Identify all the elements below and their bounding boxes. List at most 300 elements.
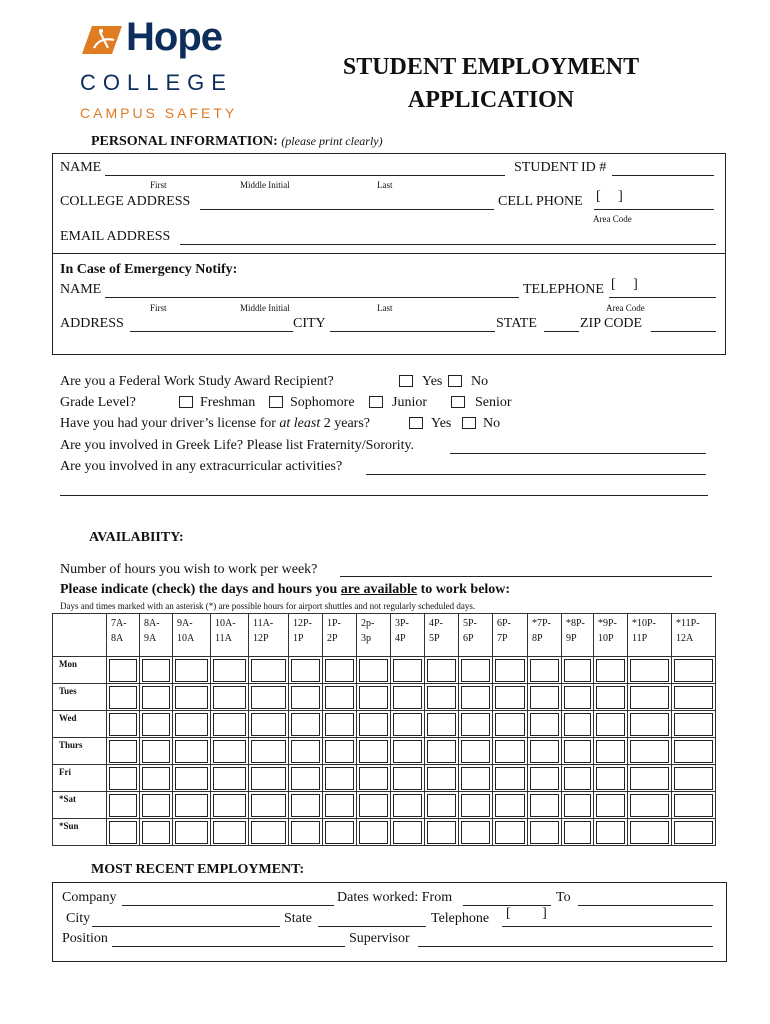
availability-checkbox[interactable]: [564, 713, 591, 736]
availability-checkbox[interactable]: [325, 821, 354, 844]
availability-cell[interactable]: [493, 738, 528, 765]
supervisor-field[interactable]: [418, 946, 713, 947]
availability-checkbox[interactable]: [427, 821, 456, 844]
availability-cell[interactable]: [459, 657, 493, 684]
day-label: Tues: [53, 684, 107, 711]
freshman-checkbox[interactable]: [179, 396, 193, 408]
availability-checkbox[interactable]: [596, 767, 625, 790]
availability-checkbox[interactable]: [495, 794, 525, 817]
availability-checkbox[interactable]: [427, 659, 456, 682]
availability-checkbox[interactable]: [251, 767, 286, 790]
availability-cell[interactable]: [391, 684, 425, 711]
availability-cell[interactable]: [493, 819, 528, 846]
availability-cell[interactable]: [672, 738, 716, 765]
availability-checkbox[interactable]: [630, 713, 669, 736]
availability-cell[interactable]: [391, 765, 425, 792]
availability-checkbox[interactable]: [213, 794, 246, 817]
availability-checkbox[interactable]: [564, 659, 591, 682]
availability-cell[interactable]: [391, 819, 425, 846]
fws-no-label: No: [471, 374, 489, 389]
availability-cell[interactable]: [289, 765, 323, 792]
license-yes-checkbox[interactable]: [409, 417, 423, 429]
availability-cell[interactable]: [323, 657, 357, 684]
day-label: *Sat: [53, 792, 107, 819]
anchor-icon: [80, 22, 124, 56]
availability-checkbox[interactable]: [393, 740, 422, 763]
availability-checkbox[interactable]: [596, 794, 625, 817]
availability-cell[interactable]: [425, 792, 459, 819]
availability-cell[interactable]: [140, 738, 173, 765]
availability-checkbox[interactable]: [359, 659, 388, 682]
availability-cell[interactable]: [357, 684, 391, 711]
availability-checkbox[interactable]: [142, 659, 170, 682]
availability-cell[interactable]: [249, 819, 289, 846]
availability-checkbox[interactable]: [359, 821, 388, 844]
availability-cell[interactable]: [323, 684, 357, 711]
availability-cell[interactable]: [323, 765, 357, 792]
availability-cell[interactable]: [628, 765, 672, 792]
availability-checkbox[interactable]: [461, 794, 490, 817]
availability-checkbox[interactable]: [213, 686, 246, 709]
availability-cell[interactable]: [528, 711, 562, 738]
time-slot-header-line: 11A-: [253, 618, 274, 629]
availability-cell[interactable]: [289, 711, 323, 738]
availability-cell[interactable]: [173, 765, 211, 792]
availability-checkbox[interactable]: [564, 740, 591, 763]
availability-cell[interactable]: [140, 684, 173, 711]
availability-cell[interactable]: [628, 819, 672, 846]
availability-cell[interactable]: [173, 657, 211, 684]
availability-checkbox[interactable]: [596, 821, 625, 844]
availability-checkbox[interactable]: [359, 713, 388, 736]
availability-checkbox[interactable]: [291, 713, 320, 736]
availability-cell[interactable]: [323, 711, 357, 738]
availability-cell[interactable]: [528, 657, 562, 684]
availability-cell[interactable]: [493, 657, 528, 684]
availability-cell[interactable]: [459, 738, 493, 765]
availability-checkbox[interactable]: [564, 767, 591, 790]
availability-checkbox[interactable]: [495, 713, 525, 736]
time-slot-header-line: 2p-: [361, 618, 375, 629]
logo-hope-text: Hope: [126, 15, 222, 59]
position-field[interactable]: [112, 946, 345, 947]
availability-checkbox[interactable]: [109, 740, 137, 763]
availability-checkbox[interactable]: [109, 659, 137, 682]
sophomore-checkbox[interactable]: [269, 396, 283, 408]
availability-checkbox[interactable]: [393, 821, 422, 844]
availability-cell[interactable]: [357, 657, 391, 684]
time-slot-header-line: 10P: [598, 633, 614, 644]
availability-checkbox[interactable]: [175, 794, 208, 817]
availability-cell[interactable]: [528, 765, 562, 792]
availability-checkbox[interactable]: [251, 794, 286, 817]
availability-cell[interactable]: [249, 711, 289, 738]
availability-cell[interactable]: [594, 684, 628, 711]
cell-phone-field[interactable]: [594, 209, 714, 210]
availability-cell[interactable]: [357, 765, 391, 792]
availability-cell[interactable]: [391, 711, 425, 738]
availability-cell[interactable]: [459, 684, 493, 711]
availability-cell[interactable]: [562, 765, 594, 792]
employment-state-field[interactable]: [318, 926, 426, 927]
availability-cell[interactable]: [107, 792, 140, 819]
availability-cell[interactable]: [528, 684, 562, 711]
availability-checkbox[interactable]: [393, 794, 422, 817]
availability-checkbox[interactable]: [495, 821, 525, 844]
availability-checkbox[interactable]: [142, 794, 170, 817]
availability-cell[interactable]: [594, 711, 628, 738]
availability-checkbox[interactable]: [427, 767, 456, 790]
availability-checkbox[interactable]: [674, 659, 713, 682]
availability-cell[interactable]: [628, 657, 672, 684]
availability-cell[interactable]: [628, 792, 672, 819]
license-no-label: No: [483, 416, 501, 431]
emergency-city-field[interactable]: [330, 331, 495, 332]
availability-checkbox[interactable]: [175, 740, 208, 763]
availability-checkbox[interactable]: [213, 713, 246, 736]
availability-cell[interactable]: [140, 819, 173, 846]
availability-checkbox[interactable]: [495, 767, 525, 790]
availability-cell[interactable]: [357, 819, 391, 846]
availability-checkbox[interactable]: [495, 686, 525, 709]
emergency-address-field[interactable]: [130, 331, 293, 332]
availability-checkbox[interactable]: [109, 686, 137, 709]
availability-checkbox[interactable]: [291, 740, 320, 763]
availability-checkbox[interactable]: [142, 821, 170, 844]
day-label: Thurs: [53, 738, 107, 765]
availability-checkbox[interactable]: [530, 740, 559, 763]
availability-cell[interactable]: [357, 792, 391, 819]
availability-checkbox[interactable]: [630, 794, 669, 817]
availability-checkbox[interactable]: [674, 767, 713, 790]
availability-cell[interactable]: [357, 738, 391, 765]
employment-heading: MOST RECENT EMPLOYMENT:: [91, 862, 305, 877]
availability-checkbox[interactable]: [596, 659, 625, 682]
availability-checkbox[interactable]: [530, 659, 559, 682]
name-first-caption: First: [150, 180, 167, 190]
availability-cell[interactable]: [594, 738, 628, 765]
availability-checkbox[interactable]: [596, 713, 625, 736]
availability-checkbox[interactable]: [175, 659, 208, 682]
availability-checkbox[interactable]: [393, 686, 422, 709]
hours-per-week-label: Number of hours you wish to work per week?: [60, 562, 318, 577]
availability-checkbox[interactable]: [630, 659, 669, 682]
name-label: NAME: [60, 160, 102, 175]
availability-checkbox[interactable]: [109, 767, 137, 790]
availability-cell[interactable]: [493, 711, 528, 738]
employment-city-field[interactable]: [92, 926, 280, 927]
availability-cell[interactable]: [211, 711, 249, 738]
availability-checkbox[interactable]: [461, 740, 490, 763]
availability-cell[interactable]: [528, 792, 562, 819]
availability-cell[interactable]: [628, 738, 672, 765]
time-slot-header-line: 5P-: [463, 618, 477, 629]
availability-cell[interactable]: [594, 819, 628, 846]
availability-checkbox[interactable]: [427, 686, 456, 709]
availability-cell[interactable]: [323, 792, 357, 819]
availability-cell[interactable]: [140, 657, 173, 684]
availability-checkbox[interactable]: [530, 686, 559, 709]
availability-checkbox[interactable]: [109, 821, 137, 844]
availability-cell[interactable]: [211, 792, 249, 819]
extracurricular-field-line2[interactable]: [60, 495, 708, 496]
availability-cell[interactable]: [425, 819, 459, 846]
emergency-telephone-field[interactable]: [609, 297, 716, 298]
availability-checkbox[interactable]: [142, 686, 170, 709]
availability-checkbox[interactable]: [251, 686, 286, 709]
availability-checkbox[interactable]: [325, 686, 354, 709]
availability-checkbox[interactable]: [213, 767, 246, 790]
availability-cell[interactable]: [289, 684, 323, 711]
availability-checkbox[interactable]: [359, 794, 388, 817]
availability-cell[interactable]: [459, 819, 493, 846]
availability-cell[interactable]: [140, 765, 173, 792]
availability-checkbox[interactable]: [109, 713, 137, 736]
time-slot-header: [289, 614, 323, 657]
availability-checkbox[interactable]: [142, 767, 170, 790]
availability-cell[interactable]: [562, 711, 594, 738]
availability-checkbox[interactable]: [109, 794, 137, 817]
extracurricular-field[interactable]: [366, 474, 706, 475]
availability-checkbox[interactable]: [461, 767, 490, 790]
availability-checkbox[interactable]: [142, 740, 170, 763]
company-field[interactable]: [122, 905, 334, 906]
availability-checkbox[interactable]: [630, 767, 669, 790]
availability-checkbox[interactable]: [213, 659, 246, 682]
availability-checkbox[interactable]: [630, 740, 669, 763]
availability-cell[interactable]: [289, 792, 323, 819]
availability-cell[interactable]: [211, 765, 249, 792]
availability-cell[interactable]: [391, 738, 425, 765]
availability-checkbox[interactable]: [530, 794, 559, 817]
availability-cell[interactable]: [289, 657, 323, 684]
availability-cell[interactable]: [459, 765, 493, 792]
availability-cell[interactable]: [425, 711, 459, 738]
emergency-name-label: NAME: [60, 282, 102, 297]
availability-checkbox[interactable]: [461, 686, 490, 709]
grade-level-question: Grade Level?: [60, 395, 136, 410]
availability-cell[interactable]: [211, 738, 249, 765]
availability-checkbox[interactable]: [213, 821, 246, 844]
availability-cell[interactable]: [672, 657, 716, 684]
availability-cell[interactable]: [594, 792, 628, 819]
availability-checkbox[interactable]: [291, 767, 320, 790]
availability-checkbox[interactable]: [251, 659, 286, 682]
availability-cell[interactable]: [594, 657, 628, 684]
availability-checkbox[interactable]: [359, 740, 388, 763]
availability-cell[interactable]: [211, 657, 249, 684]
availability-checkbox[interactable]: [461, 821, 490, 844]
availability-cell[interactable]: [249, 657, 289, 684]
availability-cell[interactable]: [107, 819, 140, 846]
availability-cell[interactable]: [323, 819, 357, 846]
availability-cell[interactable]: [107, 765, 140, 792]
availability-checkbox[interactable]: [325, 740, 354, 763]
availability-cell[interactable]: [425, 765, 459, 792]
availability-cell[interactable]: [562, 657, 594, 684]
availability-checkbox[interactable]: [359, 767, 388, 790]
name-middle-caption: Middle Initial: [240, 180, 290, 190]
availability-cell[interactable]: [107, 684, 140, 711]
availability-checkbox[interactable]: [564, 821, 591, 844]
student-id-field[interactable]: [612, 175, 714, 176]
time-slot-header-line: *11P-: [676, 618, 700, 629]
availability-cell[interactable]: [249, 765, 289, 792]
availability-cell[interactable]: [459, 711, 493, 738]
dates-to-field[interactable]: [578, 905, 713, 906]
day-label: Wed: [53, 711, 107, 738]
availability-cell[interactable]: [628, 684, 672, 711]
availability-cell[interactable]: [323, 738, 357, 765]
emergency-name-field[interactable]: [105, 297, 519, 298]
availability-cell[interactable]: [528, 738, 562, 765]
availability-checkbox[interactable]: [674, 794, 713, 817]
emergency-state-field[interactable]: [544, 331, 579, 332]
availability-cell[interactable]: [249, 738, 289, 765]
availability-checkbox[interactable]: [325, 794, 354, 817]
availability-cell[interactable]: [107, 657, 140, 684]
availability-checkbox[interactable]: [251, 713, 286, 736]
availability-checkbox[interactable]: [175, 713, 208, 736]
availability-cell[interactable]: [672, 711, 716, 738]
availability-checkbox[interactable]: [596, 686, 625, 709]
day-row: [53, 711, 716, 738]
employment-telephone-field[interactable]: [502, 926, 712, 927]
availability-cell[interactable]: [289, 819, 323, 846]
availability-cell[interactable]: [562, 738, 594, 765]
availability-cell[interactable]: [562, 819, 594, 846]
availability-cell[interactable]: [493, 792, 528, 819]
senior-checkbox[interactable]: [451, 396, 465, 408]
cell-phone-area-brackets: [ ]: [596, 189, 623, 204]
availability-checkbox[interactable]: [142, 713, 170, 736]
availability-checkbox[interactable]: [213, 740, 246, 763]
time-slot-header-line: 1P: [293, 633, 304, 644]
time-slot-header: [528, 614, 562, 657]
availability-checkbox[interactable]: [291, 659, 320, 682]
grid-header-row: [53, 614, 716, 657]
name-field[interactable]: [105, 175, 505, 176]
availability-cell[interactable]: [107, 738, 140, 765]
availability-checkbox[interactable]: [393, 767, 422, 790]
hours-per-week-field[interactable]: [340, 576, 712, 577]
availability-cell[interactable]: [173, 819, 211, 846]
availability-checkbox[interactable]: [325, 713, 354, 736]
availability-cell[interactable]: [628, 711, 672, 738]
availability-cell[interactable]: [562, 792, 594, 819]
availability-checkbox[interactable]: [291, 686, 320, 709]
availability-cell[interactable]: [672, 684, 716, 711]
availability-checkbox[interactable]: [175, 767, 208, 790]
junior-checkbox[interactable]: [369, 396, 383, 408]
availability-cell[interactable]: [493, 684, 528, 711]
availability-checkbox[interactable]: [674, 713, 713, 736]
availability-cell[interactable]: [425, 684, 459, 711]
availability-cell[interactable]: [493, 765, 528, 792]
emergency-last-caption: Last: [377, 303, 393, 313]
time-slot-header-line: 10A: [177, 633, 195, 644]
fws-yes-checkbox[interactable]: [399, 375, 413, 387]
availability-checkbox[interactable]: [674, 686, 713, 709]
availability-checkbox[interactable]: [596, 740, 625, 763]
time-slot-header-line: 7P: [497, 633, 508, 644]
license-no-checkbox[interactable]: [462, 417, 476, 429]
greek-life-field[interactable]: [450, 453, 706, 454]
availability-cell[interactable]: [562, 684, 594, 711]
availability-checkbox[interactable]: [564, 686, 591, 709]
availability-checkbox[interactable]: [251, 821, 286, 844]
availability-checkbox[interactable]: [530, 767, 559, 790]
availability-cell[interactable]: [140, 711, 173, 738]
availability-cell[interactable]: [173, 711, 211, 738]
availability-cell[interactable]: [672, 765, 716, 792]
availability-checkbox[interactable]: [630, 686, 669, 709]
availability-checkbox[interactable]: [427, 713, 456, 736]
availability-checkbox[interactable]: [251, 740, 286, 763]
greek-life-question: Are you involved in Greek Life? Please list Fraternity/Sorority.: [60, 438, 415, 453]
availability-cell[interactable]: [672, 819, 716, 846]
availability-checkbox[interactable]: [461, 713, 490, 736]
time-slot-header-line: *10P-: [632, 618, 656, 629]
availability-checkbox[interactable]: [393, 713, 422, 736]
availability-checkbox[interactable]: [325, 767, 354, 790]
availability-checkbox[interactable]: [530, 821, 559, 844]
availability-cell[interactable]: [211, 819, 249, 846]
college-address-field[interactable]: [200, 209, 494, 210]
email-field[interactable]: [180, 244, 716, 245]
availability-checkbox[interactable]: [175, 686, 208, 709]
availability-checkbox[interactable]: [630, 821, 669, 844]
fws-no-checkbox[interactable]: [448, 375, 462, 387]
availability-cell[interactable]: [289, 738, 323, 765]
availability-checkbox[interactable]: [291, 821, 320, 844]
availability-checkbox[interactable]: [674, 740, 713, 763]
availability-cell[interactable]: [425, 738, 459, 765]
availability-cell[interactable]: [173, 684, 211, 711]
availability-cell[interactable]: [140, 792, 173, 819]
availability-cell[interactable]: [391, 657, 425, 684]
availability-checkbox[interactable]: [461, 659, 490, 682]
availability-cell[interactable]: [357, 711, 391, 738]
availability-checkbox[interactable]: [427, 740, 456, 763]
availability-checkbox[interactable]: [674, 821, 713, 844]
availability-cell[interactable]: [425, 657, 459, 684]
availability-cell[interactable]: [249, 792, 289, 819]
availability-checkbox[interactable]: [427, 794, 456, 817]
availability-cell[interactable]: [173, 738, 211, 765]
availability-cell[interactable]: [528, 819, 562, 846]
availability-cell[interactable]: [107, 711, 140, 738]
availability-checkbox[interactable]: [291, 794, 320, 817]
availability-checkbox[interactable]: [393, 659, 422, 682]
availability-cell[interactable]: [459, 792, 493, 819]
availability-checkbox[interactable]: [359, 686, 388, 709]
availability-checkbox[interactable]: [564, 794, 591, 817]
availability-cell[interactable]: [391, 792, 425, 819]
availability-checkbox[interactable]: [175, 821, 208, 844]
availability-cell[interactable]: [211, 684, 249, 711]
availability-cell[interactable]: [672, 792, 716, 819]
availability-checkbox[interactable]: [495, 740, 525, 763]
availability-cell[interactable]: [594, 765, 628, 792]
availability-cell[interactable]: [173, 792, 211, 819]
emergency-zip-field[interactable]: [651, 331, 716, 332]
availability-checkbox[interactable]: [530, 713, 559, 736]
availability-checkbox[interactable]: [495, 659, 525, 682]
availability-cell[interactable]: [249, 684, 289, 711]
time-slot-header-line: 7A-: [111, 618, 127, 629]
availability-checkbox[interactable]: [325, 659, 354, 682]
